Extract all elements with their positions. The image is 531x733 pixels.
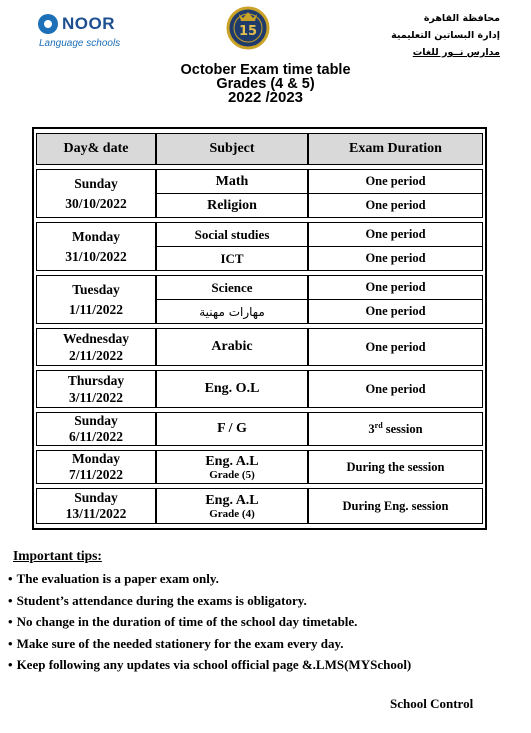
- duration-cell: During Eng. session: [308, 488, 483, 524]
- day-cell: Tuesday 1/11/2022: [36, 275, 156, 324]
- list-item: • Keep following any updates via school official page &.LMS(MYSchool): [8, 654, 411, 676]
- subject-cell: Science مهارات مهنية: [156, 275, 308, 324]
- emblem-number: 15: [238, 24, 258, 39]
- exam-timetable: [32, 127, 487, 530]
- arabic-line-school: مدارس نــور للغات: [412, 47, 500, 58]
- arabic-line-governorate: محافظة القاهرة: [423, 13, 500, 24]
- table-row: [36, 412, 483, 446]
- subject-cell: Arabic: [156, 328, 308, 366]
- list-item: • Student’s attendance during the exams is obligatory.: [8, 590, 411, 612]
- day-cell: Sunday 30/10/2022: [36, 169, 156, 218]
- list-item: • The evaluation is a paper exam only.: [8, 568, 411, 590]
- title-line-1: October Exam time table: [180, 62, 351, 78]
- subject-cell: Math Religion: [156, 169, 308, 218]
- day-cell: Monday 7/11/2022: [36, 450, 156, 484]
- header-duration: Exam Duration: [308, 133, 483, 165]
- arabic-header: [391, 10, 500, 61]
- duration-cell: One period One period: [308, 222, 483, 271]
- table-row: [36, 450, 483, 484]
- duration-cell: During the session: [308, 450, 483, 484]
- duration-cell: 3rd session: [308, 412, 483, 446]
- noor-logo: [38, 12, 128, 52]
- logo-name: NOOR: [62, 14, 115, 33]
- table-row: [36, 370, 483, 408]
- list-item: • No change in the duration of time of the school day timetable.: [8, 611, 411, 633]
- table-header-row: [36, 133, 483, 165]
- subject-cell: Eng. A.L Grade (5): [156, 450, 308, 484]
- logo-mark-icon: [38, 14, 58, 34]
- duration-cell: One period One period: [308, 169, 483, 218]
- table-row: [36, 275, 483, 324]
- subject-cell: Social studies ICT: [156, 222, 308, 271]
- header-subject: Subject: [156, 133, 308, 165]
- subject-cell: F / G: [156, 412, 308, 446]
- table-row: [36, 169, 483, 218]
- page-title: [0, 63, 531, 105]
- list-item: • Make sure of the needed stationery for the exam every day.: [8, 633, 411, 655]
- duration-cell: One period: [308, 328, 483, 366]
- day-cell: Sunday 6/11/2022: [36, 412, 156, 446]
- header-day-date: Day& date: [36, 133, 156, 165]
- tips-list: [8, 568, 411, 676]
- subject-cell: Eng. O.L: [156, 370, 308, 408]
- subject-cell: Eng. A.L Grade (4): [156, 488, 308, 524]
- day-cell: Monday 31/10/2022: [36, 222, 156, 271]
- tips-title: Important tips:: [13, 548, 102, 563]
- logo-subtitle: Language schools: [39, 38, 121, 49]
- school-control-signature: School Control: [390, 696, 474, 711]
- grade-label: Grade (4): [209, 507, 255, 520]
- day-cell: Thursday 3/11/2022: [36, 370, 156, 408]
- important-tips: [8, 548, 411, 676]
- title-year: 2022 /2023: [227, 89, 304, 106]
- table-row: [36, 222, 483, 271]
- duration-cell: One period: [308, 370, 483, 408]
- table-row: [36, 488, 483, 524]
- arabic-line-administration: إدارة البساتين التعليمية: [391, 30, 500, 41]
- grade-label: Grade (5): [209, 468, 255, 481]
- title-line-2: Grades (4 & 5): [216, 76, 315, 92]
- day-cell: Sunday 13/11/2022: [36, 488, 156, 524]
- day-cell: Wednesday 2/11/2022: [36, 328, 156, 366]
- anniversary-emblem-icon: [226, 6, 270, 50]
- table-row: [36, 328, 483, 366]
- duration-cell: One period One period: [308, 275, 483, 324]
